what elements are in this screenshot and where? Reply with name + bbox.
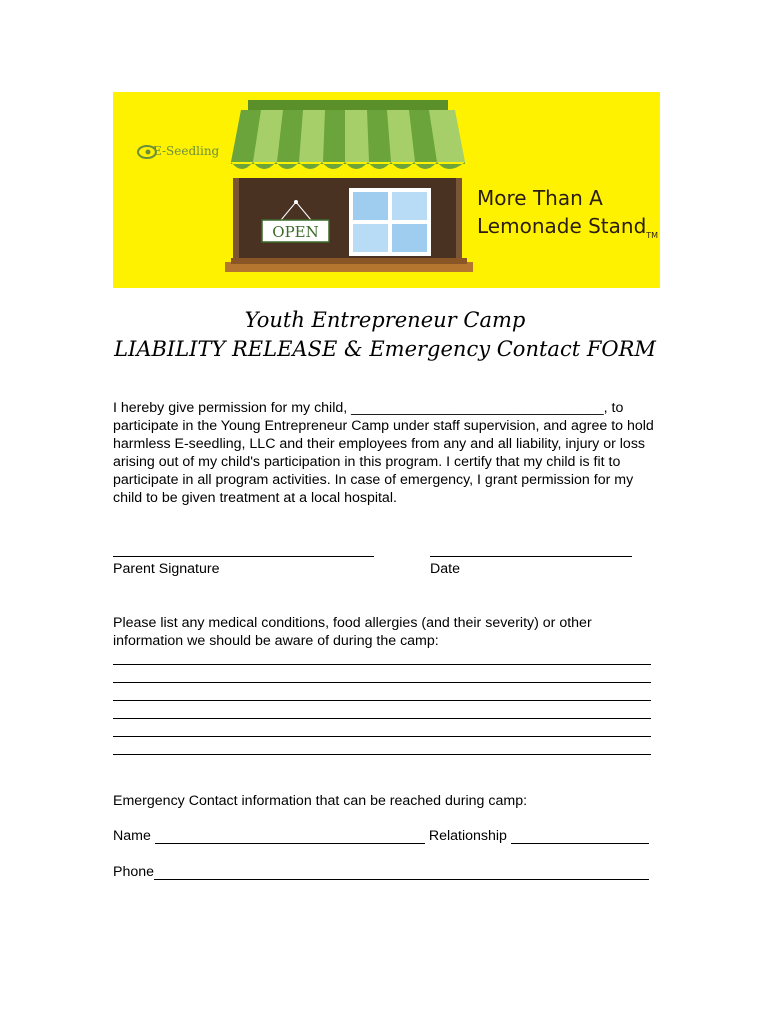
medical-line-6[interactable]	[113, 754, 651, 755]
name-relationship-row	[113, 828, 649, 844]
form-title: Youth Entrepreneur Camp	[244, 308, 526, 332]
phone-label: Phone	[113, 864, 155, 880]
phone-field[interactable]	[154, 866, 649, 880]
emergency-heading: Emergency Contact information that can be reached during camp:	[113, 793, 528, 809]
header-banner	[113, 92, 660, 288]
medical-line-3[interactable]	[113, 700, 651, 701]
open-sign-text: OPEN	[272, 223, 319, 241]
phone-row	[113, 864, 649, 880]
medical-line-5[interactable]	[113, 736, 651, 737]
trademark-mark: TM	[646, 231, 659, 240]
medical-line-2[interactable]	[113, 682, 651, 683]
date-label: Date	[430, 561, 460, 577]
relationship-label: Relationship	[428, 828, 507, 844]
medical-line-1[interactable]	[113, 664, 651, 665]
parent-signature-label: Parent Signature	[113, 561, 220, 577]
awning	[231, 100, 465, 169]
medical-line-4[interactable]	[113, 718, 651, 719]
parent-signature-line[interactable]	[113, 556, 374, 557]
form-subtitle: LIABILITY RELEASE & Emergency Contact FORM	[114, 337, 656, 361]
name-field[interactable]	[155, 830, 425, 844]
tagline	[477, 184, 658, 250]
date-line[interactable]	[430, 556, 632, 557]
shop-window	[349, 188, 431, 256]
relationship-field[interactable]	[511, 830, 649, 844]
tagline-line1: More Than A	[477, 186, 603, 210]
release-paragraph: I hereby give permission for my child, ________________________________, to participate in the Young Entrepreneur Camp under staff supervision, and agree to hold harmless E-seedling, LLC and their employees from any and all liability, injury or loss arising out of my child's participation in this program. I certify that my child is fit to participate in all program activities. In case of emergency, I grant permission for my child to be given treatment at a local hospital.	[113, 400, 654, 506]
company-logo-text: E-Seedling	[153, 144, 220, 158]
tagline-line2-text: Lemonade Stand	[477, 214, 647, 238]
name-label: Name	[113, 828, 151, 844]
tagline-line2	[477, 212, 658, 250]
medical-prompt: Please list any medical conditions, food allergies (and their severity) or other information we should be aware of during the camp:	[113, 615, 592, 649]
